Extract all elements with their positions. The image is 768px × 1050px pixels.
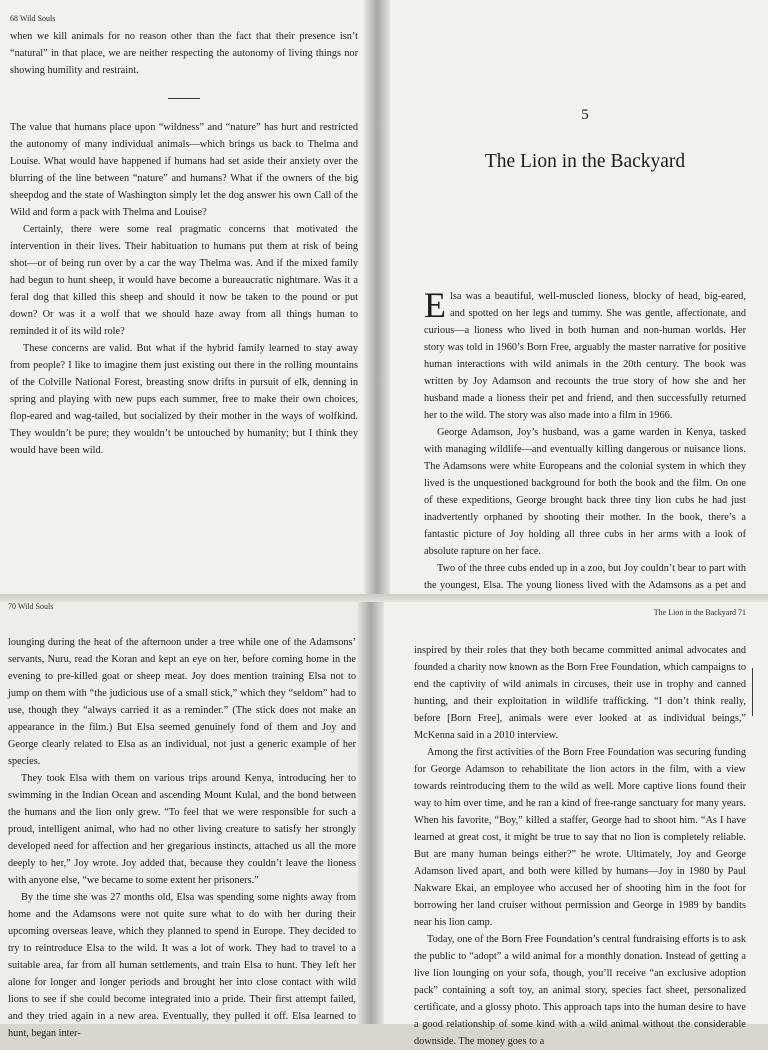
chapter-number: 5: [581, 107, 589, 123]
chapter-opening: [424, 285, 746, 424]
paragraph: lsa was a beautiful, well-muscled lioness, blocky of head, big-eared, and spotted on her legs and tummy. She was gentle, affectionate, and curious—a lioness who lived in both human and non-human worlds. Her story was told in 1960’s Born Free, arguably the master narrative for positive human interactions with wild animals in the 20th century. The book was written by Joy Adamson and recounts the true story of how she and her husband made a lioness their pet and friend, and then successfully returned her to the wild. The story was also made into a film in 1966.: [424, 291, 746, 421]
paragraph: Certainly, there were some real pragmatic concerns that motivated the intervention in their lives. Their habituation to humans put them at risk of being shot—or of being run over by a car the way Thelma was. And if the mixed family had begun to hunt sheep, it would have become a bureaucratic nightmare. Was it a feral dog that killed this sheep and should it now be taken to the pound or put down? Or was it a wolf that we should haze away from all things human to reminded it of its wild role?: [10, 224, 358, 337]
paragraph: These concerns are valid. But what if the hybrid family learned to stay away from people? I like to imagine them just existing out there in the rolling mountains of the Colville National Forest, breasting snow drifts in pursuit of elk, denning in spring and playing with new pups each summer, free to make their own choices, flop-eared and wag-tailed, but socialized by their mother in the ways of wolfkind. They wouldn’t be pure; they wouldn’t be untouched by humanity; but I think they would have been wild.: [10, 343, 358, 456]
paragraph: George Adamson, Joy’s husband, was a game warden in Kenya, tasked with managing wildlife—and eventually killing dangerous or nuisance lions. The Adamsons were white Europeans and the colonial system in which they lived is the unquestioned background for both the book and the film. On one of these expeditions, George brought back three tiny lion cubs he had just inadvertently orphaned by shooting their mother. In the book, there’s a fantastic picture of Joy holding all three cubs in her arms with a look of absolute rapture on her face.: [424, 427, 746, 557]
running-head: 70 Wild Souls: [8, 602, 54, 611]
drop-cap: E: [424, 285, 446, 325]
book-gutter-shadow: [364, 0, 390, 594]
pen-margin-mark: [752, 668, 753, 716]
book-gutter-shadow: [358, 600, 384, 1024]
running-head: The Lion in the Backyard 71: [653, 608, 746, 617]
section-divider: [168, 98, 200, 99]
paragraph: lounging during the heat of the afternoon under a tree while one of the Adamsons’ servants, Nuru, read the Koran and kept an eye on her, before coming home in the evening to pre-killed goat or sheep meat. Joy does mention training Elsa not to jump on them with “the judicious use of a small stick,” which they “seldom” had to use, though they “always carried it as a reminder.” (The stick does not make an appearance in the film.) But Elsa seemed genuinely fond of them and Joy and George clearly related to Elsa as an individual, not just a generic example of her species.: [8, 637, 356, 767]
paragraph: Among the first activities of the Born Free Foundation was securing funding for George Adamson to rehabilitate the lion actors in the film, with a view towards reintroducing them to the wild as well. More captive lions found their way to him over time, and he ran a kind of free-range sanctuary for many years. When his favorite, “Boy,” killed a staffer, George had to shoot him. “As I have learned at great cost, it might be true to say that no lion is completely reliable. But are many human beings either?” he wrote. Ultimately, Joy and George Adamson lived apart, and both were killed by humans—Joy in 1980 by Paul Nakware Ekai, an employee who accused her of shooting him in the foot for borrowing her land cruiser without permission and George in 1989 by bandits near his lion camp.: [414, 747, 746, 928]
paragraph: They took Elsa with them on various trips around Kenya, introducing her to swimming in the Indian Ocean and ascending Mount Kulal, and the bond between the humans and the lion only grew. “To feel that we were responsible for such a proud, intelligent animal, who had no other living creature to satisfy her strongly developed need for affection and her gregarious instincts, attached us all the more deeply to her,” Joy wrote. Joy added that, because they couldn’t leave the lioness with anyone else, “we became to some extent her prisoners.”: [8, 773, 356, 886]
paragraph: Two of the three cubs ended up in a zoo, but Joy couldn’t bear to part with the youngest, Elsa. The young lioness lived with the Adamsons as a pet and: [424, 563, 746, 591]
paragraph: inspired by their roles that they both became committed animal advocates and founded a charity now known as the Born Free Foundation, which campaigns to end the captivity of wild animals in circuses, their use in trophy and canned hunting, and their exploitation in wildlife trafficking. “I don’t think really, before [Born Free], animals were ever looked at as individual beings,” McKenna said in a 2010 interview.: [414, 645, 746, 741]
page-69: [376, 0, 768, 594]
running-head: 68 Wild Souls: [10, 14, 56, 23]
page-71: [370, 600, 768, 1047]
page-68: [0, 0, 376, 594]
paragraph: when we kill animals for no reason other than the fact that their presence isn’t “natural” in that place, we are neither respecting the autonomy of living things nor showing humility and restraint.: [10, 31, 358, 76]
scan-seam: [0, 594, 768, 602]
chapter-title: The Lion in the Backyard: [484, 151, 686, 172]
paragraph: The value that humans place upon “wildness” and “nature” has hurt and restricted the autonomy of many individual animals—which brings us back to Thelma and Louise. What would have happened if humans had set aside their anxiety over the blurring of the line between “nature” and humans? What if the owners of the big sheepdog and the state of Washington simply let the dog answer his own Call of the Wild and form a pack with Thelma and Louise?: [10, 122, 358, 218]
page-70: [0, 594, 370, 1039]
paragraph: By the time she was 27 months old, Elsa was spending some nights away from home and the Adamsons were not quite sure what to do with her during their upcoming overseas leave, which they planned to spend in Europe. They decided to try to reintroduce Elsa to the wild. It was a lot of work. They had to travel to a suitable area, far from all human settlements, and train Elsa to hunt. They left her alone for longer and longer periods and brought her into close contact with wild lions to see if she could become integrated into a pride. Their first attempt failed, and they tried again in a new area. Eventually, they pulled it off. Elsa learned to hunt, began inter-: [8, 892, 356, 1039]
paragraph: Today, one of the Born Free Foundation’s central fundraising efforts is to ask the public to “adopt” a wild animal for a monthly donation. Instead of getting a live lion lounging on your sofa, though, you’ll receive “an exclusive adoption pack” containing a soft toy, an animal story, species fact sheet, personalized certificate, and a glossy photo. This approach taps into the human desire to have a good relationship of some kind with a wild animal without the considerable downside. The money goes to a: [414, 934, 746, 1047]
